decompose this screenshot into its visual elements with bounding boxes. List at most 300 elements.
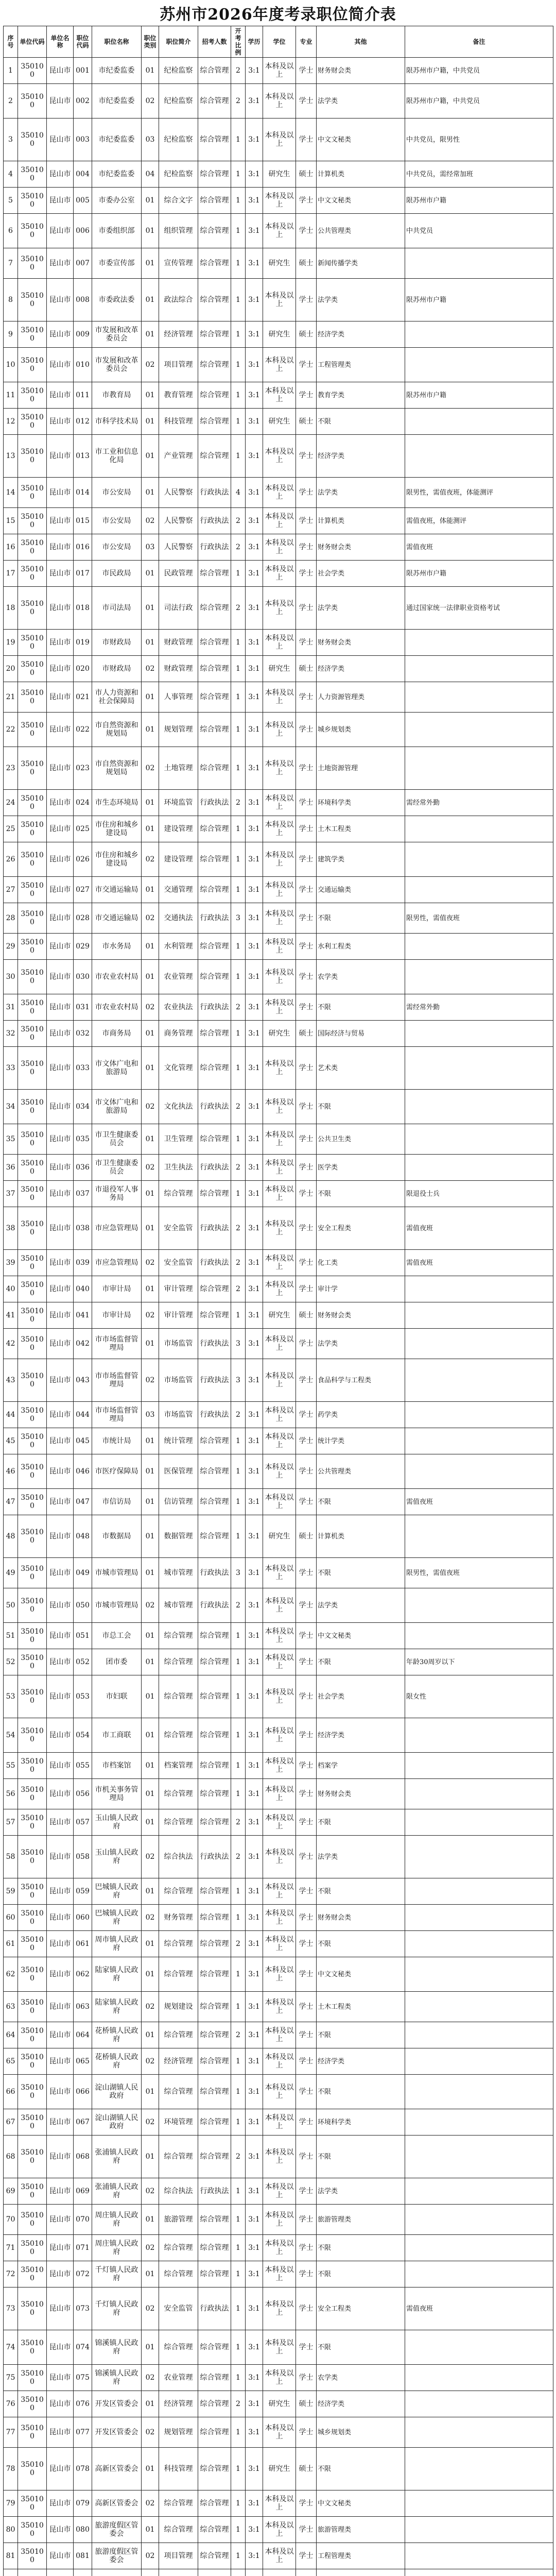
table-cell: 新闻传播学类 xyxy=(317,248,405,279)
table-cell xyxy=(246,2569,263,2576)
table-cell: 本科及以上 xyxy=(263,1905,296,1931)
table-cell: 3:1 xyxy=(246,2391,263,2417)
table-cell: 004 xyxy=(74,161,92,188)
table-cell: 3:1 xyxy=(246,561,263,587)
table-cell: 01 xyxy=(142,279,159,321)
table-cell: 本科及以上 xyxy=(263,960,296,994)
table-cell: 3:1 xyxy=(246,1181,263,1207)
table-cell xyxy=(405,1090,553,1124)
table-cell: 01 xyxy=(142,2330,159,2365)
table-cell: 1 xyxy=(231,1675,246,1718)
table-cell: 综合管理 xyxy=(198,2391,231,2417)
table-cell: 司法行政 xyxy=(159,587,198,630)
table-cell: 中文文秘类 xyxy=(317,2490,405,2517)
table-cell: 02 xyxy=(142,1155,159,1181)
table-cell: 学士 xyxy=(296,2287,317,2330)
table-cell: 行政执法 xyxy=(198,790,231,816)
table-cell: 市纪委监委 xyxy=(92,84,142,118)
table-cell: 建设管理 xyxy=(159,816,198,842)
table-row xyxy=(4,1992,553,2022)
table-cell: 079 xyxy=(74,2490,92,2517)
table-cell: 02 xyxy=(142,348,159,382)
table-cell xyxy=(263,2569,296,2576)
table-cell: 综合管理 xyxy=(198,1905,231,1931)
table-cell: 产业管理 xyxy=(159,435,198,478)
table-row xyxy=(4,2391,553,2417)
table-cell: 55 xyxy=(4,1753,18,1779)
table-cell: 巴城镇人民政府 xyxy=(92,1878,142,1905)
table-cell: 062 xyxy=(74,1957,92,1992)
table-cell xyxy=(405,2448,553,2490)
table-cell: 昆山市 xyxy=(47,1489,74,1515)
table-row xyxy=(4,1090,553,1124)
table-cell: 市农业农村局 xyxy=(92,994,142,1021)
table-cell: 学士 xyxy=(296,1090,317,1124)
table-cell xyxy=(47,2569,74,2576)
table-cell: 02 xyxy=(142,2287,159,2330)
table-cell: 本科及以上 xyxy=(263,2048,296,2075)
table-cell xyxy=(142,2569,159,2576)
table-cell: 环境科学类 xyxy=(317,790,405,816)
table-cell: 昆山市 xyxy=(47,903,74,934)
table-cell: 综合管理 xyxy=(198,1276,231,1302)
table-row xyxy=(4,2205,553,2235)
table-cell: 行政执法 xyxy=(198,1155,231,1181)
table-cell: 350100 xyxy=(18,118,47,161)
table-cell: 3:1 xyxy=(246,790,263,816)
table-cell: 市生态环境局 xyxy=(92,790,142,816)
table-cell: 昆山市 xyxy=(47,1878,74,1905)
table-cell: 综合管理 xyxy=(198,960,231,994)
table-cell: 350100 xyxy=(18,2543,47,2569)
table-cell: 综合管理 xyxy=(159,1779,198,1809)
table-cell: 3:1 xyxy=(246,960,263,994)
table-cell: 01 xyxy=(142,1021,159,1047)
table-cell xyxy=(405,1329,553,1359)
table-cell: 昆山市 xyxy=(47,1207,74,1250)
table-cell: 02 xyxy=(142,84,159,118)
table-cell: 综合管理 xyxy=(198,2205,231,2235)
table-cell: 土木工程类 xyxy=(317,1992,405,2022)
table-cell: 1 xyxy=(231,2330,246,2365)
table-cell: 350100 xyxy=(18,248,47,279)
table-cell: 综合管理 xyxy=(159,1649,198,1675)
table-cell: 57 xyxy=(4,1809,18,1836)
table-cell: 068 xyxy=(74,2136,92,2178)
table-cell: 限男性，需值夜班 xyxy=(405,903,553,934)
table-cell: 007 xyxy=(74,248,92,279)
table-cell: 3:1 xyxy=(246,816,263,842)
table-cell: 01 xyxy=(142,2205,159,2235)
table-cell: 计算机类 xyxy=(317,161,405,188)
table-row xyxy=(4,2448,553,2490)
table-cell xyxy=(405,682,553,713)
table-cell: 综合管理 xyxy=(198,1649,231,1675)
table-cell: 市文体广电和旅游局 xyxy=(92,1047,142,1090)
table-cell: 45 xyxy=(4,1428,18,1454)
table-cell: 陆家镇人民政府 xyxy=(92,1992,142,2022)
table-cell: 财务财会类 xyxy=(317,630,405,656)
table-cell: 1 xyxy=(231,1428,246,1454)
column-header: 其他 xyxy=(317,26,405,58)
table-cell: 02 xyxy=(142,2048,159,2075)
table-cell: 综合管理 xyxy=(159,2330,198,2365)
table-row xyxy=(4,960,553,994)
table-cell: 350100 xyxy=(18,934,47,960)
table-cell: 市财政局 xyxy=(92,630,142,656)
table-cell: 本科及以上 xyxy=(263,994,296,1021)
table-cell: 综合管理 xyxy=(198,279,231,321)
table-cell: 本科及以上 xyxy=(263,1675,296,1718)
table-cell: 学士 xyxy=(296,1155,317,1181)
table-cell: 3:1 xyxy=(246,1588,263,1623)
table-row xyxy=(4,842,553,877)
table-cell: 01 xyxy=(142,2517,159,2543)
table-cell xyxy=(405,1718,553,1753)
table-cell: 昆山市 xyxy=(47,1090,74,1124)
table-cell: 限女性 xyxy=(405,1675,553,1718)
table-cell: 周市镇人民政府 xyxy=(92,1931,142,1957)
table-row xyxy=(4,630,553,656)
table-cell: 350100 xyxy=(18,1649,47,1675)
table-cell: 25 xyxy=(4,816,18,842)
table-cell: 2 xyxy=(231,2391,246,2417)
table-cell: 本科及以上 xyxy=(263,1207,296,1250)
table-cell: 学士 xyxy=(296,2490,317,2517)
table-cell: 农业管理 xyxy=(159,960,198,994)
table-cell: 硕士 xyxy=(296,656,317,682)
table-cell: 1 xyxy=(231,1124,246,1155)
table-cell: 11 xyxy=(4,382,18,409)
table-cell xyxy=(405,877,553,903)
table-cell: 市医疗保障局 xyxy=(92,1454,142,1489)
table-cell xyxy=(405,2022,553,2048)
table-cell: 3:1 xyxy=(246,934,263,960)
table-cell xyxy=(317,2569,405,2576)
table-cell: 市城市管理局 xyxy=(92,1558,142,1588)
table-cell: 昆山市 xyxy=(47,1276,74,1302)
table-cell: 学士 xyxy=(296,382,317,409)
table-cell: 学士 xyxy=(296,2022,317,2048)
table-cell xyxy=(405,2109,553,2136)
table-cell: 69 xyxy=(4,2178,18,2205)
table-cell: 综合管理 xyxy=(159,2261,198,2287)
table-cell: 不限 xyxy=(317,903,405,934)
table-cell: 024 xyxy=(74,790,92,816)
table-body xyxy=(4,58,553,2576)
table-cell: 1 xyxy=(231,1489,246,1515)
table-cell: 昆山市 xyxy=(47,508,74,534)
table-cell: 本科及以上 xyxy=(263,478,296,508)
table-cell: 01 xyxy=(142,682,159,713)
table-cell: 市应急管理局 xyxy=(92,1250,142,1276)
table-cell: 3:1 xyxy=(246,214,263,248)
table-header-row xyxy=(4,26,553,58)
table-cell: 038 xyxy=(74,1207,92,1250)
table-cell: 3:1 xyxy=(246,188,263,214)
table-cell: 18 xyxy=(4,587,18,630)
table-cell: 市纪委监委 xyxy=(92,58,142,84)
table-cell: 1 xyxy=(231,1957,246,1992)
table-cell: 本科及以上 xyxy=(263,279,296,321)
table-cell: 3:1 xyxy=(246,1779,263,1809)
table-cell: 350100 xyxy=(18,1878,47,1905)
table-cell: 综合管理 xyxy=(198,2075,231,2109)
table-cell: 01 xyxy=(142,1047,159,1090)
table-cell: 01 xyxy=(142,1957,159,1992)
table-row xyxy=(4,877,553,903)
table-cell: 市工商联 xyxy=(92,1718,142,1753)
table-cell: 02 xyxy=(142,508,159,534)
table-cell: 安全监管 xyxy=(159,1250,198,1276)
table-cell: 3:1 xyxy=(246,2205,263,2235)
table-cell: 本科及以上 xyxy=(263,934,296,960)
table-cell: 3:1 xyxy=(246,2109,263,2136)
table-cell: 019 xyxy=(74,630,92,656)
table-cell: 68 xyxy=(4,2136,18,2178)
table-cell: 3:1 xyxy=(246,248,263,279)
table-cell: 安全工程类 xyxy=(317,1207,405,1250)
table-cell: 031 xyxy=(74,994,92,1021)
table-row xyxy=(4,534,553,561)
table-cell xyxy=(405,1623,553,1649)
table-cell: 昆山市 xyxy=(47,747,74,790)
table-cell: 限苏州市户籍 xyxy=(405,279,553,321)
table-cell: 3:1 xyxy=(246,1302,263,1329)
table-cell: 1 xyxy=(231,1649,246,1675)
table-cell: 01 xyxy=(142,877,159,903)
table-cell: 学士 xyxy=(296,2235,317,2261)
table-cell: 昆山市 xyxy=(47,279,74,321)
table-cell: 2 xyxy=(231,1250,246,1276)
table-cell: 3:1 xyxy=(246,1402,263,1428)
table-cell: 行政执法 xyxy=(198,1588,231,1623)
table-cell: 本科及以上 xyxy=(263,214,296,248)
table-cell: 昆山市 xyxy=(47,348,74,382)
table-cell: 经济管理 xyxy=(159,2048,198,2075)
table-cell xyxy=(405,1021,553,1047)
table-cell: 350100 xyxy=(18,534,47,561)
table-cell: 硕士 xyxy=(296,409,317,435)
table-cell: 3:1 xyxy=(246,1623,263,1649)
table-cell: 79 xyxy=(4,2490,18,2517)
table-cell: 3:1 xyxy=(246,2490,263,2517)
table-cell: 1 xyxy=(4,58,18,84)
table-cell: 不限 xyxy=(317,1558,405,1588)
table-cell: 环境管理 xyxy=(159,2109,198,2136)
table-cell: 350100 xyxy=(18,1207,47,1250)
table-cell xyxy=(405,1402,553,1428)
table-row xyxy=(4,1588,553,1623)
table-cell: 3:1 xyxy=(246,1515,263,1558)
table-cell: 01 xyxy=(142,1675,159,1718)
table-row xyxy=(4,2490,553,2517)
table-cell: 本科及以上 xyxy=(263,2330,296,2365)
table-cell: 3:1 xyxy=(246,1276,263,1302)
table-cell: 1 xyxy=(231,2417,246,2448)
table-cell: 农学类 xyxy=(317,960,405,994)
table-cell: 本科及以上 xyxy=(263,842,296,877)
table-cell: 7 xyxy=(4,248,18,279)
table-cell: 规划管理 xyxy=(159,2417,198,2448)
table-cell: 项目管理 xyxy=(159,348,198,382)
table-row xyxy=(4,58,553,84)
table-cell: 1 xyxy=(231,188,246,214)
table-cell: 1 xyxy=(231,1992,246,2022)
table-cell: 3:1 xyxy=(246,630,263,656)
table-cell: 农业管理 xyxy=(159,2365,198,2391)
table-cell: 3:1 xyxy=(246,1250,263,1276)
table-cell: 350100 xyxy=(18,2205,47,2235)
table-cell: 综合管理 xyxy=(159,1809,198,1836)
table-cell: 昆山市 xyxy=(47,1957,74,1992)
table-cell: 037 xyxy=(74,1181,92,1207)
table-row xyxy=(4,84,553,118)
table-cell: 市市场监督管理局 xyxy=(92,1359,142,1402)
table-cell: 1 xyxy=(231,1905,246,1931)
table-cell: 综合管理 xyxy=(198,2517,231,2543)
table-cell xyxy=(405,409,553,435)
table-cell: 昆山市 xyxy=(47,118,74,161)
table-row xyxy=(4,2178,553,2205)
table-cell: 3:1 xyxy=(246,409,263,435)
table-row xyxy=(4,248,553,279)
table-cell: 综合管理 xyxy=(198,1181,231,1207)
table-cell: 计算机类 xyxy=(317,1515,405,1558)
table-cell: 市机关事务管理局 xyxy=(92,1779,142,1809)
table-row xyxy=(4,1402,553,1428)
table-cell: 昆山市 xyxy=(47,1649,74,1675)
table-cell: 昆山市 xyxy=(47,656,74,682)
table-cell: 学士 xyxy=(296,2136,317,2178)
table-cell: 昆山市 xyxy=(47,2075,74,2109)
table-cell: 1 xyxy=(231,2235,246,2261)
table-cell: 项目管理 xyxy=(159,2543,198,2569)
table-cell: 1 xyxy=(231,321,246,348)
table-cell: 3 xyxy=(231,1329,246,1359)
table-cell: 市退役军人事务局 xyxy=(92,1181,142,1207)
table-cell xyxy=(405,713,553,747)
table-cell: 01 xyxy=(142,58,159,84)
table-cell: 62 xyxy=(4,1957,18,1992)
table-cell: 学士 xyxy=(296,747,317,790)
table-cell: 012 xyxy=(74,409,92,435)
table-cell: 不限 xyxy=(317,1181,405,1207)
table-cell: 硕士 xyxy=(296,321,317,348)
table-cell: 3:1 xyxy=(246,1329,263,1359)
table-cell: 综合管理 xyxy=(159,1675,198,1718)
table-cell: 054 xyxy=(74,1718,92,1753)
table-cell: 学士 xyxy=(296,816,317,842)
table-cell: 昆山市 xyxy=(47,248,74,279)
table-cell: 本科及以上 xyxy=(263,1718,296,1753)
table-cell: 昆山市 xyxy=(47,713,74,747)
table-cell: 市城市管理局 xyxy=(92,1588,142,1623)
table-cell: 建筑学类 xyxy=(317,842,405,877)
table-cell: 1 xyxy=(231,816,246,842)
table-cell: 006 xyxy=(74,214,92,248)
table-cell: 01 xyxy=(142,1515,159,1558)
table-cell: 综合管理 xyxy=(198,1454,231,1489)
table-cell: 350100 xyxy=(18,1931,47,1957)
table-row xyxy=(4,321,553,348)
table-cell: 029 xyxy=(74,934,92,960)
table-cell: 综合管理 xyxy=(198,630,231,656)
table-cell: 昆山市 xyxy=(47,188,74,214)
table-cell xyxy=(405,1836,553,1878)
table-cell: 2 xyxy=(231,1276,246,1302)
table-cell: 3:1 xyxy=(246,118,263,161)
table-cell: 29 xyxy=(4,934,18,960)
table-row xyxy=(4,1359,553,1402)
table-cell: 3:1 xyxy=(246,1649,263,1675)
table-cell: 需值夜班 xyxy=(405,1250,553,1276)
table-cell: 综合管理 xyxy=(198,161,231,188)
table-cell: 本科及以上 xyxy=(263,877,296,903)
table-cell: 33 xyxy=(4,1047,18,1090)
table-cell: 2 xyxy=(231,508,246,534)
table-cell: 财政管理 xyxy=(159,656,198,682)
table-cell: 昆山市 xyxy=(47,2365,74,2391)
table-cell: 350100 xyxy=(18,1558,47,1588)
table-cell: 02 xyxy=(142,2490,159,2517)
table-cell: 昆山市 xyxy=(47,435,74,478)
table-row xyxy=(4,1878,553,1905)
table-cell: 81 xyxy=(4,2543,18,2569)
table-cell: 75 xyxy=(4,2365,18,2391)
table-cell: 市财政局 xyxy=(92,656,142,682)
table-cell: 科技管理 xyxy=(159,409,198,435)
table-cell: 昆山市 xyxy=(47,1931,74,1957)
table-row xyxy=(4,2075,553,2109)
table-cell: 学士 xyxy=(296,1207,317,1250)
table-cell: 032 xyxy=(74,1021,92,1047)
table-cell: 74 xyxy=(4,2330,18,2365)
column-header: 职位简介 xyxy=(159,26,198,58)
table-cell: 42 xyxy=(4,1329,18,1359)
table-cell: 市人力资源和社会保障局 xyxy=(92,682,142,713)
table-cell: 2 xyxy=(231,1588,246,1623)
table-cell: 综合管理 xyxy=(198,2022,231,2048)
table-cell: 本科及以上 xyxy=(263,1836,296,1878)
table-cell: 市委组织部 xyxy=(92,214,142,248)
table-cell: 043 xyxy=(74,1359,92,1402)
table-cell: 市委办公室 xyxy=(92,188,142,214)
table-cell: 学士 xyxy=(296,1329,317,1359)
table-cell: 1 xyxy=(231,2205,246,2235)
table-cell: 3:1 xyxy=(246,2235,263,2261)
table-cell: 学士 xyxy=(296,713,317,747)
table-cell: 本科及以上 xyxy=(263,1753,296,1779)
table-cell: 综合管理 xyxy=(198,1489,231,1515)
table-cell: 3:1 xyxy=(246,1718,263,1753)
table-cell: 综合管理 xyxy=(159,1181,198,1207)
table-cell: 3:1 xyxy=(246,2178,263,2205)
table-cell: 01 xyxy=(142,1207,159,1250)
table-cell xyxy=(405,842,553,877)
table-cell: 法学类 xyxy=(317,1588,405,1623)
table-cell: 072 xyxy=(74,2261,92,2287)
table-cell: 3:1 xyxy=(246,2417,263,2448)
table-row xyxy=(4,1515,553,1558)
table-cell: 077 xyxy=(74,2417,92,2448)
table-cell: 财务财会类 xyxy=(317,1779,405,1809)
table-cell: 350100 xyxy=(18,2448,47,2490)
table-cell: 本科及以上 xyxy=(263,382,296,409)
table-cell: 3:1 xyxy=(246,1809,263,1836)
table-cell: 需经常外勤 xyxy=(405,994,553,1021)
table-cell: 社会学类 xyxy=(317,1675,405,1718)
